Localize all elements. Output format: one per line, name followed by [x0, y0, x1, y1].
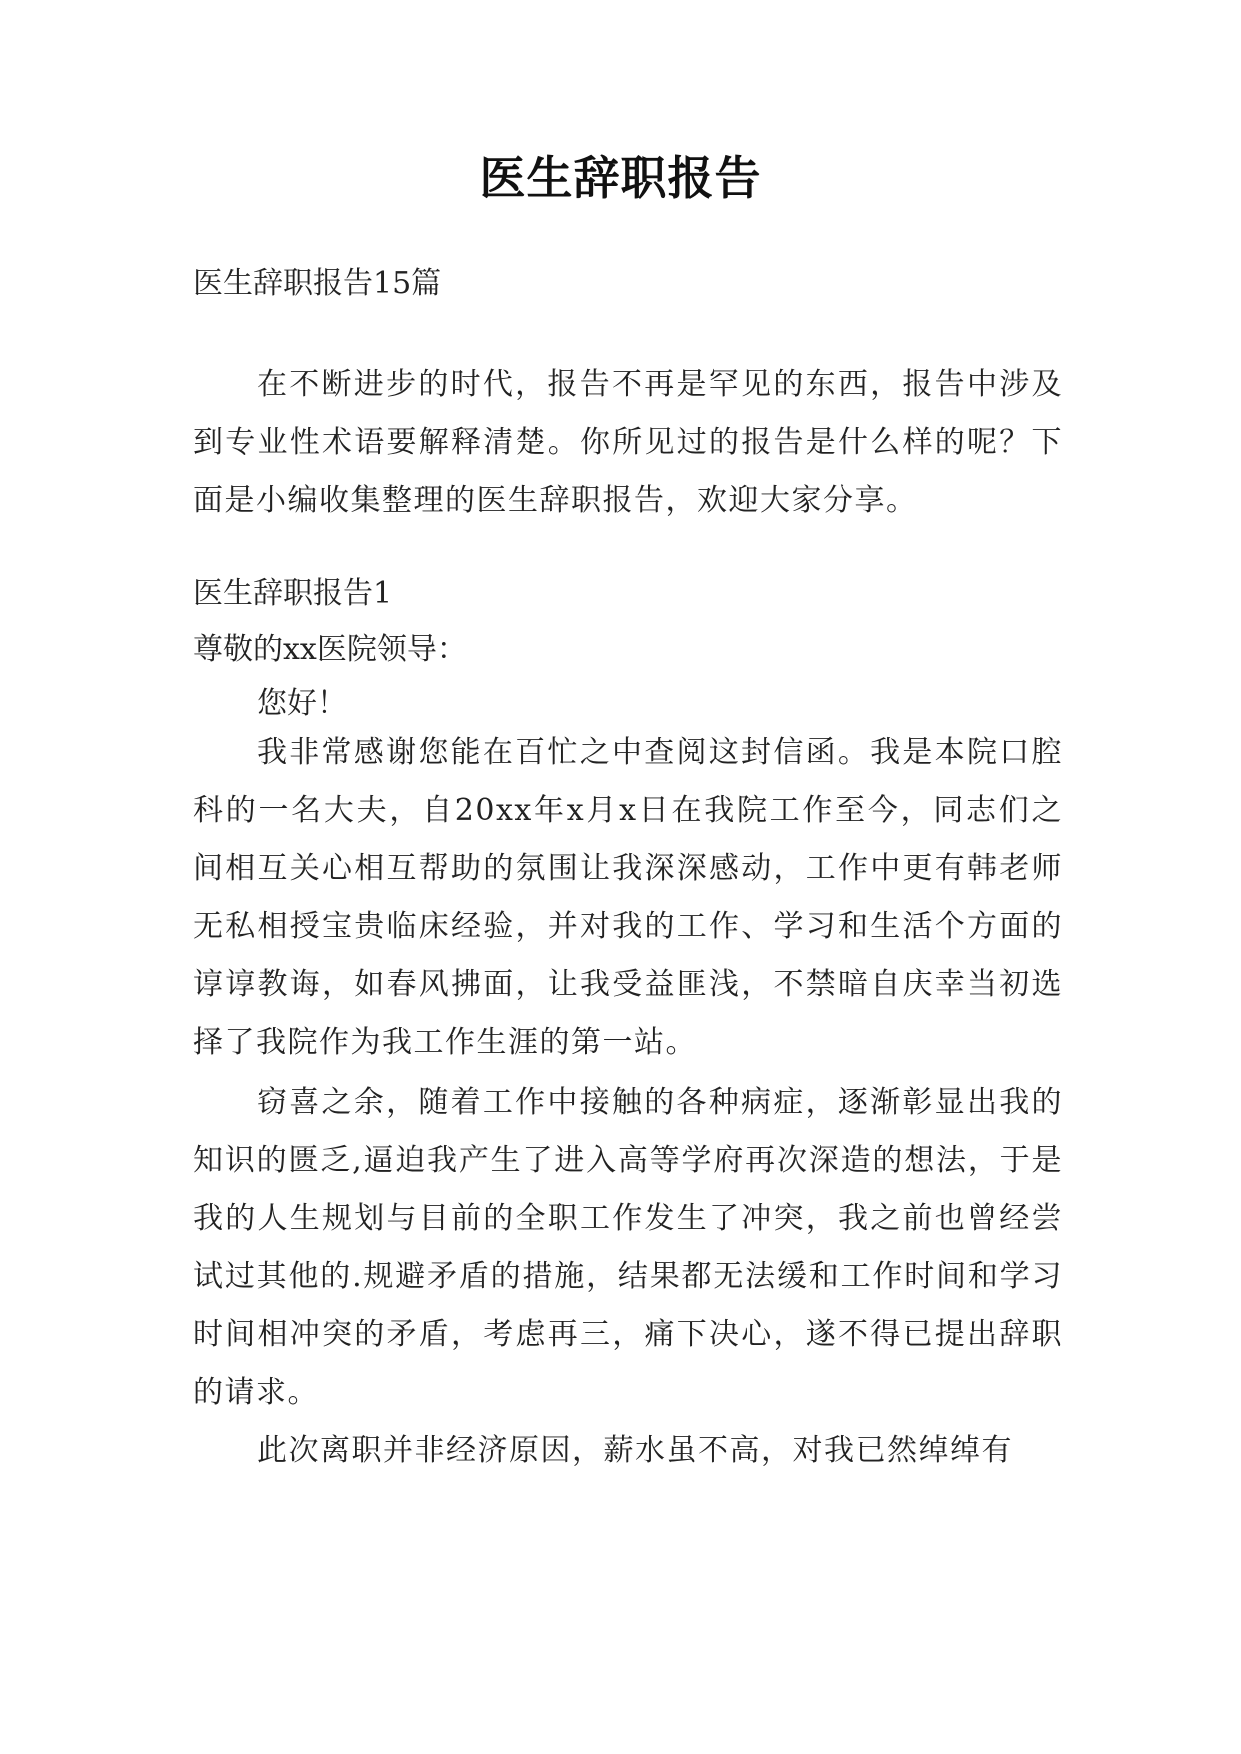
- document-title: 医生辞职报告: [479, 151, 762, 205]
- letter-paragraph-3: 此次离职并非经济原因，薪水虽不高，对我已然绰绰有: [257, 1433, 1013, 1468]
- intro-paragraph: 在不断进步的时代，报告不再是罕见的东西，报告中涉及到专业性术语要解释清楚。你所见过的报告是什么样的呢？下面是小编收集整理的医生辞职报告，欢迎大家分享。: [193, 367, 1063, 518]
- letter-paragraph-2: 窃喜之余，随着工作中接触的各种病症，逐渐彰显出我的知识的匮乏,逼迫我产生了进入高等学府再次深造的想法，于是我的人生规划与目前的全职工作发生了冲突，我之前也曾经尝试过其他的.规避矛盾的措施，结果都无法缓和工作时间和学习时间相冲突的矛盾，考虑再三，痛下决心，遂不得已提出辞职的请求。: [193, 1085, 1063, 1410]
- section-heading: 医生辞职报告1: [193, 576, 393, 611]
- letter-paragraph-1: 我非常感谢您能在百忙之中查阅这封信函。我是本院口腔科的一名大夫，自20xx年x月x日在我院工作至今，同志们之间相互关心相互帮助的氛围让我深深感动，工作中更有韩老师无私相授宝贵临床经验，并对我的工作、学习和生活个方面的谆谆教诲，如春风拂面，让我受益匪浅，不禁暗自庆幸当初选择了我院作为我工作生涯的第一站。: [193, 735, 1063, 1060]
- letter-salutation: 尊敬的xx医院领导：: [193, 632, 467, 667]
- letter-greeting: 您好！: [257, 686, 347, 721]
- document-subtitle: 医生辞职报告15篇: [193, 266, 442, 301]
